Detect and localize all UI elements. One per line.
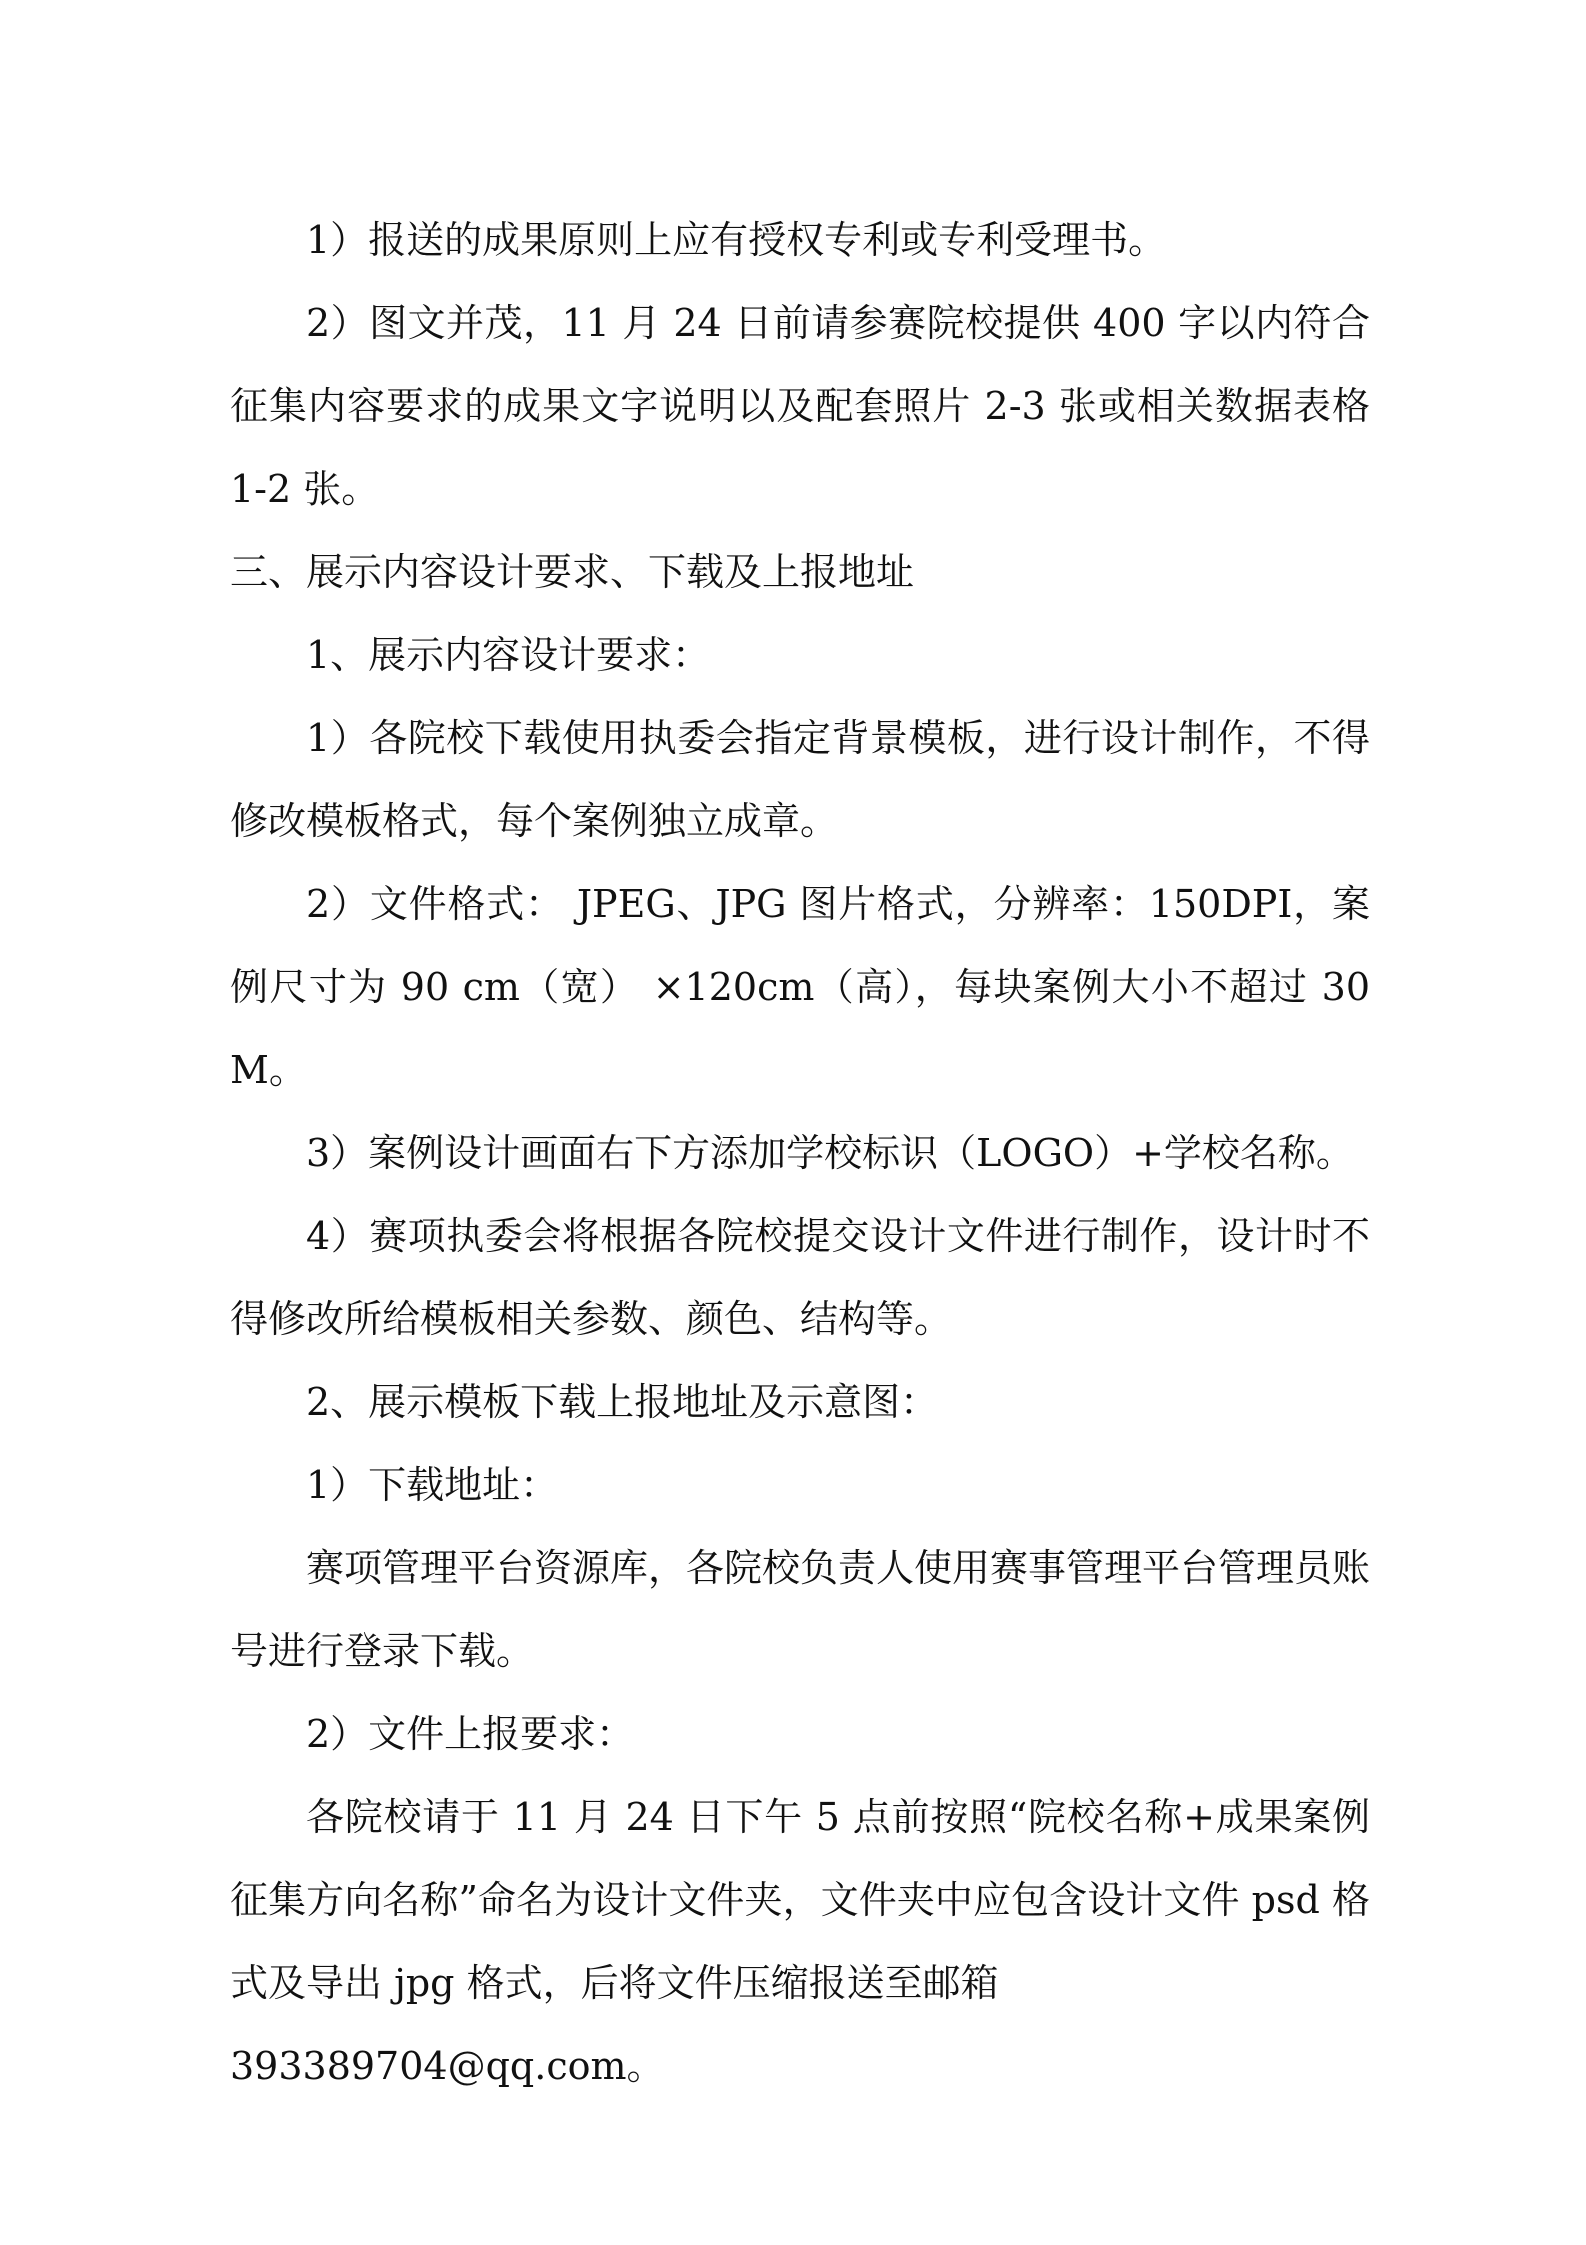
paragraph-file-format: 2）文件格式： JPEG、JPG 图片格式，分辨率：150DPI，案例尺寸为 90 cm（宽） ×120cm（高），每块案例大小不超过 30M。 <box>230 882 1370 1092</box>
paragraph-text-and-photos: 2）图文并茂，11 月 24 日前请参赛院校提供 400 字以内符合征集内容要求的成果文字说明以及配套照片 2-3 张或相关数据表格 1-2 张。 <box>230 301 1370 511</box>
paragraph-resource-library: 赛项管理平台资源库，各院校负责人使用赛事管理平台管理员账号进行登录下载。 <box>230 1546 1371 1673</box>
paragraph-template-usage: 1）各院校下载使用执委会指定背景模板，进行设计制作，不得修改模板格式，每个案例独立成章。 <box>230 716 1370 843</box>
document-body <box>230 199 1370 2108</box>
section-heading-display-design: 三、展示内容设计要求、下载及上报地址 <box>230 550 915 594</box>
paragraph-logo-placement: 3）案例设计画面右下方添加学校标识（LOGO）+学校名称。 <box>306 1131 1354 1175</box>
paragraph-upload-instructions: 各院校请于 11 月 24 日下午 5 点前按照“院校名称+成果案例征集方向名称”命名为设计文件夹，文件夹中应包含设计文件 psd 格式及导出 jpg 格式，后将文件压缩报送至邮箱 <box>230 1795 1370 2005</box>
email-address: 393389704@qq.com。 <box>230 2044 665 2088</box>
subheading-upload-requirements: 2）文件上报要求： <box>306 1712 635 1756</box>
subheading-display-content-requirements: 1、展示内容设计要求： <box>306 633 711 677</box>
paragraph-patent-requirement: 1）报送的成果原则上应有授权专利或专利受理书。 <box>306 218 1167 262</box>
subheading-template-download: 2、展示模板下载上报地址及示意图： <box>306 1380 939 1424</box>
subheading-download-address: 1）下载地址： <box>306 1463 559 1507</box>
paragraph-production-note: 4）赛项执委会将根据各院校提交设计文件进行制作，设计时不得修改所给模板相关参数、颜色、结构等。 <box>230 1214 1370 1341</box>
